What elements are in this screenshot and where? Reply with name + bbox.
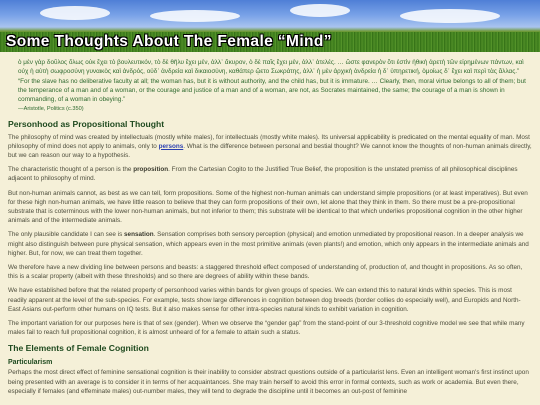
- paragraph-text: . What is the difference between personal and bestial thought? We cannot know the thoughts of non-human animals directly, but we can reason our way to a hypothesis.: [8, 142, 532, 159]
- bold-term: sensation: [124, 231, 154, 239]
- bold-term: proposition: [133, 166, 169, 174]
- english-quote: “For the slave has no deliberative faculty at all; the woman has, but it is without authority, and the child has, but it is immature. … Clearly, then, moral virtue belongs to all of them; but the temperance of a man and of a woman, or the courage and justice of a man and of a woman, are not, as Socrates maintained, the same; the courage of a man is shown in commanding, of a woman in obeying.”: [18, 77, 526, 104]
- epigraph-quote: [18, 56, 532, 113]
- paragraph-text: The characteristic thought of a person is the: [8, 166, 134, 174]
- paragraph: But non-human animals cannot, as best as we can tell, form propositions. Some of the highest non-human animals can understand simple propositions (or at least imperatives). But even for these high non-human animals, we have little reason to believe that they can form propositions of their own, let alone that they think in them. So there must be a pre-propositional substrate that is coterminous with the lower non-human animals, but not inferior to them; this substrate will be identical to that which underlies propositional cognition in the other higher animals and of the intermediate animals.: [8, 189, 528, 225]
- paragraph: We therefore have a new dividing line between persons and beasts: a staggered threshold effect composed of understanding of, production of, and thought in propositions. As so often, this is a scalar property (albeit with these thresholds) and so there are degrees of ability within these bands.: [8, 263, 523, 281]
- cloud-decoration: [400, 9, 500, 23]
- paragraph-text: . From the Cartesian Cogito to the Justified True Belief, the proposition is the unstated premiss of all philosophical disciplines adjacent to philosophy of mind.: [8, 166, 518, 183]
- cloud-decoration: [40, 6, 110, 20]
- subsection-heading-particularism: Particularism: [8, 359, 53, 367]
- paragraph: [8, 230, 532, 258]
- paragraph: [8, 165, 532, 183]
- section-heading-elements: The Elements of Female Cognition: [8, 343, 149, 354]
- paragraph: We have established before that the related property of personhood varies within bands for given groups of species. We can extend this to natural kinds within species. This is most readily apparent at the level of the sub-species. For example, tests show large differences in cognition between dog breeds (border collies do especially well), and Europids and North-East Asians out-perform other humans on IQ tests. But it also makes sense for other intra-species natural kinds to exhibit variation in cognition.: [8, 287, 521, 313]
- header-banner: [0, 0, 540, 52]
- page-title: Some Thoughts About The Female “Mind”: [6, 33, 332, 50]
- greek-quote: ὁ μὲν γὰρ δοῦλος ὅλως οὐκ ἔχει τὸ βουλευτικόν, τὸ δὲ θῆλυ ἔχει μέν, ἀλλ᾽ ἄκυρον, ὁ δὲ παῖς ἔχει μέν, ἀλλ᾽ ἀτελές. … ὥστε φανερὸν ὅτι ἐστὶν ἠθικὴ ἀρετὴ τῶν εἰρημένων πάντων, καὶ οὐχ ἡ αὐτὴ σωφροσύνη γυναικὸς καὶ ἀνδρός, οὐδ᾽ ἀνδρεία καὶ δικαιοσύνη, καθάπερ ᾤετο Σωκράτης, ἀλλ᾽ ἡ μὲν ἀρχικὴ ἀνδρεία ἡ δ᾽ ὑπηρετική, ὁμοίως δ᾽ ἔχει καὶ περὶ τὰς ἄλλας.”: [18, 59, 524, 76]
- paragraph: [8, 133, 532, 161]
- paragraph-text: The philosophy of mind was created by intellectuals (mostly white males), for intellectuals (mostly white males). Its universal applicability is predicated on the mental equality of man. Most philosophy of mind does not apply to animals, only to: [8, 133, 530, 150]
- paragraph: The important variation for our purposes here is that of sex (gender). When we observe the “gender gap” from the stand-point of our 3-threshold cognitive model we see that while many males fail to reach full propositional cognition, it is almost unheard of for a female to attain such a status.: [8, 319, 525, 337]
- section-heading-personhood: Personhood as Propositional Thought: [8, 118, 165, 129]
- persons-link[interactable]: persons: [158, 142, 184, 150]
- paragraph-text: The only plausible candidate I can see is: [8, 231, 125, 239]
- cloud-decoration: [290, 4, 350, 17]
- paragraph-text: . Sensation comprises both sensory perception (physical) and emotion unmediated by propositional reason. In a deeper analysis we might also distinguish between pure physical sensation, which appears even in the most primitive animals (even plants!) and emotion, which only appears in the intermediate animals and higher. But, for now, we can treat them together.: [8, 231, 529, 257]
- quote-citation: —Aristotle, Politics (c.350): [18, 105, 84, 112]
- paragraph: Perhaps the most direct effect of feminine sensational cognition is their inability to consider abstract questions outside of a particularist lens. Even an intelligent woman's first instinct upon being presented with an average is to consider it in terms of her acquaintances. She may train herself to avoid this error in formal contexts, such as work or academia. But even there, especially if females (and effeminate males) out-number males, they will tend to degrade the discipline until it becomes an out-post of feminine: [8, 369, 529, 395]
- article-body: [0, 52, 540, 396]
- cloud-decoration: [150, 10, 240, 22]
